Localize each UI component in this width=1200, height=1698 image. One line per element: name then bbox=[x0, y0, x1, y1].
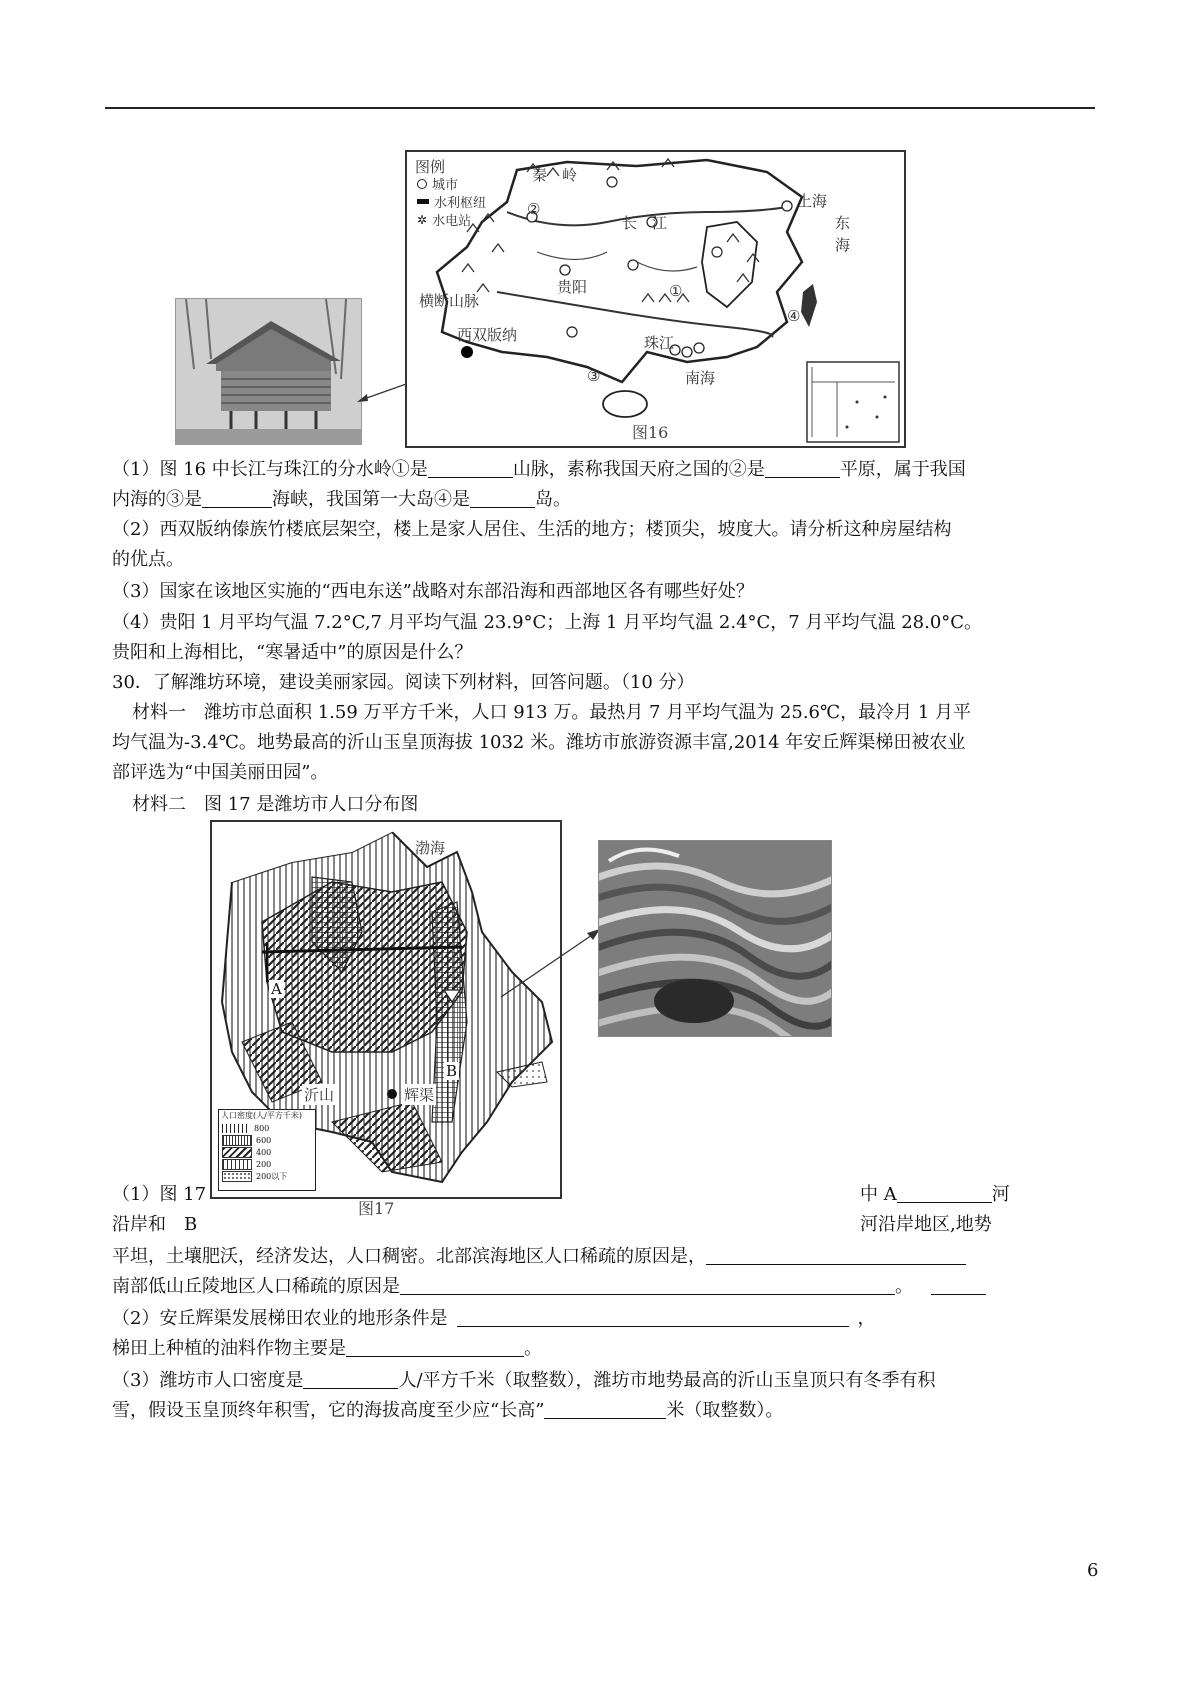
label-guiyang: 贵阳 bbox=[557, 278, 588, 296]
label-nanhai: 南海 bbox=[685, 369, 716, 387]
answer-blank-4[interactable] bbox=[470, 487, 535, 508]
q29-p1-text-b: 山脉，素称我国天府之国的②是 bbox=[512, 459, 765, 480]
density-label-below-200: 200以下 bbox=[256, 1171, 288, 1181]
q29-part2-line2: 的优点。 bbox=[112, 549, 184, 570]
q30-q3-text-c: 雪，假设玉皇顶终年积雪，它的海拔高度至少应“长高” bbox=[112, 1400, 545, 1421]
q29-part3: （3）国家在该地区实施的“西电东送”战略对东部沿海和西部地区各有哪些好处？ bbox=[112, 581, 754, 602]
density-row-600 bbox=[219, 1134, 315, 1146]
answer-blank-1[interactable] bbox=[428, 457, 513, 478]
vertical-pattern-icon bbox=[222, 1159, 252, 1170]
south-china-map bbox=[405, 150, 906, 448]
terraced-fields-photo bbox=[598, 840, 832, 1037]
legend-title: 图例 bbox=[415, 158, 446, 176]
bamboo-house-photo bbox=[175, 298, 362, 445]
figure-17 bbox=[210, 820, 570, 1218]
q30-q1-line3 bbox=[112, 1242, 966, 1272]
q30-q2-line2 bbox=[112, 1334, 542, 1364]
label-hengduan: 横断山脉 bbox=[419, 292, 480, 310]
density-legend bbox=[218, 1109, 316, 1191]
label-xishuangbanna: 西双版纳 bbox=[457, 326, 518, 344]
q30-q2-line1 bbox=[112, 1304, 875, 1334]
dot-pattern-icon bbox=[222, 1171, 252, 1182]
q29-p1-text-e: 海峡，我国第一大岛④是 bbox=[272, 489, 470, 510]
q30-q1-text-d: 南部低山丘陵地区人口稀疏的原因是 bbox=[112, 1276, 400, 1297]
answer-blank-height[interactable] bbox=[544, 1398, 666, 1419]
figure-16 bbox=[150, 148, 910, 483]
q29-p1-text-f: 岛。 bbox=[535, 489, 571, 510]
q30-material1-line1: 材料一 潍坊市总面积 1.59 万平方千米，人口 913 万。最热月 7 月平均气温为 25.6℃，最冷月 1 月平 bbox=[132, 702, 972, 723]
density-label-400: 400 bbox=[256, 1147, 272, 1157]
q29-p1-text-a: （1）图 16 中长江与珠江的分水岭①是 bbox=[112, 459, 428, 480]
label-changjiang: 长 江 bbox=[622, 214, 668, 232]
q29-part4-line1: （4）贵阳 1 月平均气温 7.2°C,7 月平均气温 23.9°C；上海 1 月平均气温 2.4°C，7 月平均气温 28.0°C。 bbox=[112, 612, 983, 633]
q29-part1-line1 bbox=[112, 455, 966, 485]
label-zhujiang: 珠江 bbox=[644, 334, 675, 352]
answer-blank-crop[interactable] bbox=[346, 1336, 524, 1357]
q29-p1-text-c: 平原，属于我国 bbox=[839, 459, 966, 480]
answer-blank-extra[interactable] bbox=[931, 1274, 986, 1295]
q30-q2-text-a: （2）安丘辉渠发展梯田农业的地形条件是 bbox=[112, 1308, 448, 1329]
label-huiqu: 辉渠 bbox=[404, 1086, 435, 1104]
answer-blank-density[interactable] bbox=[303, 1368, 398, 1389]
q30-title: 30．了解潍坊环境，建设美丽家园。阅读下列材料，回答问题。（10 分） bbox=[112, 672, 695, 693]
label-marker-2: ② bbox=[527, 200, 541, 218]
legend-label-station: 水电站 bbox=[432, 214, 472, 229]
legend-row-station bbox=[417, 210, 471, 229]
q29-part1-line2 bbox=[112, 485, 571, 515]
q30-q1-text-a: 中 A bbox=[860, 1184, 897, 1205]
power-station-icon: ✲ bbox=[417, 212, 428, 227]
answer-blank-river-a[interactable] bbox=[897, 1182, 992, 1203]
legend-row-hub bbox=[417, 192, 486, 211]
density-label-800: 800 bbox=[254, 1123, 270, 1133]
q30-q1-right2: 河沿岸地区,地势 bbox=[860, 1214, 992, 1235]
answer-blank-2[interactable] bbox=[765, 457, 840, 478]
label-donghai: 东 海 bbox=[835, 214, 851, 254]
label-qinling: 秦 岭 bbox=[532, 166, 578, 184]
answer-blank-north[interactable] bbox=[706, 1244, 966, 1265]
figure-16-caption: 图16 bbox=[632, 423, 669, 442]
q30-q1-text-b: 河 bbox=[991, 1184, 1010, 1205]
label-yishan: 沂山 bbox=[304, 1086, 335, 1104]
density-label-200: 200 bbox=[256, 1159, 272, 1169]
label-marker-4: ④ bbox=[787, 307, 801, 325]
q30-q3-line1 bbox=[112, 1366, 936, 1396]
q30-q2-text-c: 梯田上种植的油料作物主要是 bbox=[112, 1338, 346, 1359]
density-legend-title: 人口密度(人/平方千米) bbox=[221, 1111, 302, 1120]
q29-part4-line2: 贵阳和上海相比，“寒暑适中”的原因是什么？ bbox=[112, 642, 473, 663]
legend-label-hub: 水利枢纽 bbox=[434, 196, 487, 211]
grid-pattern-icon bbox=[222, 1135, 252, 1146]
label-bohai: 渤海 bbox=[415, 839, 446, 857]
answer-blank-3[interactable] bbox=[202, 487, 272, 508]
q30-q1-left2: 沿岸和 B bbox=[112, 1214, 198, 1235]
density-row-200 bbox=[219, 1158, 315, 1170]
q30-q2-text-d: 。 bbox=[524, 1338, 542, 1359]
density-label-600: 600 bbox=[256, 1135, 272, 1145]
q30-material1-line3: 部评选为“中国美丽田园”。 bbox=[112, 762, 329, 783]
label-river-b: B bbox=[446, 1062, 458, 1080]
diagonal-pattern-icon bbox=[222, 1147, 252, 1158]
label-shanghai: 上海 bbox=[797, 192, 828, 210]
q30-q1-left1: （1）图 17 bbox=[112, 1184, 207, 1205]
density-row-400 bbox=[219, 1146, 315, 1158]
q30-q3-line2 bbox=[112, 1396, 783, 1426]
figure-17-caption: 图17 bbox=[358, 1199, 395, 1218]
label-marker-3: ③ bbox=[587, 367, 601, 385]
city-icon bbox=[417, 179, 427, 189]
answer-blank-south[interactable] bbox=[400, 1274, 895, 1295]
density-row-800 bbox=[219, 1122, 315, 1134]
population-map bbox=[210, 820, 562, 1199]
q30-q1-right1 bbox=[860, 1180, 1010, 1210]
q30-material2: 材料二 图 17 是潍坊市人口分布图 bbox=[132, 794, 419, 815]
answer-blank-terrain[interactable] bbox=[457, 1306, 849, 1327]
q30-q1-text-c: 平坦，土壤肥沃，经济发达，人口稠密。北部滨海地区人口稀疏的原因是， bbox=[112, 1246, 706, 1267]
legend-label-city: 城市 bbox=[432, 178, 459, 193]
q30-q3-text-b: 人/平方千米（取整数），潍坊市地势最高的沂山玉皇顶只有冬季有积 bbox=[398, 1370, 936, 1391]
q30-q3-text-a: （3）潍坊市人口密度是 bbox=[112, 1370, 304, 1391]
page-number: 6 bbox=[1087, 1560, 1099, 1581]
q30-q2-text-b: ， bbox=[857, 1308, 876, 1329]
q30-q1-text-e: 。 bbox=[895, 1276, 913, 1297]
grid-pattern-icon bbox=[222, 1124, 250, 1133]
label-river-a: A bbox=[271, 980, 282, 998]
q30-q1-line4 bbox=[112, 1272, 986, 1302]
dam-icon bbox=[417, 199, 429, 204]
q30-material1-line2: 均气温为-3.4℃。地势最高的沂山玉皇顶海拔 1032 米。潍坊市旅游资源丰富,2014 年安丘辉渠梯田被农业 bbox=[112, 732, 966, 753]
q29-part2-line1: （2）西双版纳傣族竹楼底层架空，楼上是家人居住、生活的地方；楼顶尖，坡度大。请分析这种房屋结构 bbox=[112, 519, 952, 540]
legend-row-city bbox=[417, 174, 458, 193]
density-row-below-200 bbox=[219, 1170, 315, 1182]
header-rule bbox=[105, 107, 1095, 109]
label-marker-1: ① bbox=[669, 282, 683, 300]
q30-q3-text-d: 米（取整数）。 bbox=[666, 1400, 784, 1421]
pointer-arrow-2 bbox=[495, 925, 605, 1005]
q29-p1-text-d: 内海的③是 bbox=[112, 489, 202, 510]
